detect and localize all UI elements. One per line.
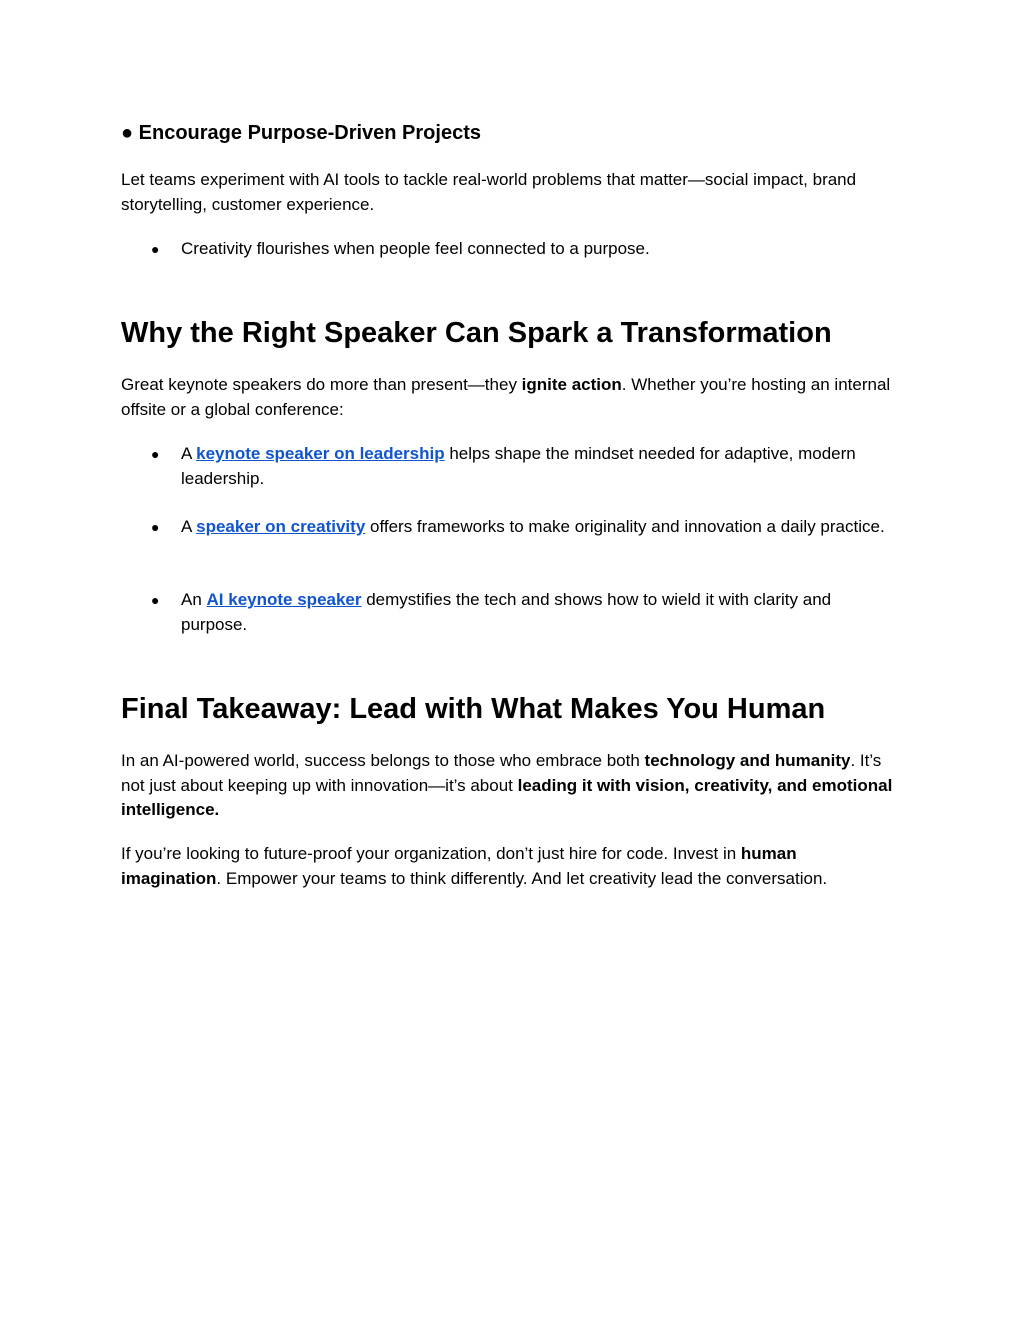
- bullet-dot: ●: [151, 519, 160, 535]
- bullet-prefix: A: [181, 444, 197, 463]
- bullet-suffix: offers frameworks to make originality and innovation a daily practice.: [365, 517, 885, 536]
- bullet-dot: ●: [151, 241, 160, 257]
- purpose-projects-paragraph: Let teams experiment with AI tools to tackle real-world problems that matter—social impact, brand storytelling, customer experience.: [121, 170, 857, 214]
- purpose-bullet-text: Creativity flourishes when people feel connected to a purpose.: [181, 239, 650, 258]
- technology-humanity-bold: technology and humanity: [644, 751, 851, 770]
- leading-vision-bold: leading it with vision, creativity, and emotional intelligence.: [121, 775, 893, 819]
- speaker-intro-paragraph: [121, 373, 901, 422]
- ai-keynote-speaker-link[interactable]: AI keynote speaker: [206, 590, 362, 609]
- speaker-intro-text-2: . Whether you’re hosting an internal offsite or a global conference:: [121, 375, 891, 419]
- subheading-text: Encourage Purpose-Driven Projects: [138, 122, 481, 144]
- speaker-intro-text-1: Great keynote speakers do more than present—they: [121, 375, 522, 394]
- speaker-section-heading: Why the Right Speaker Can Spark a Transformation: [121, 317, 832, 349]
- speaker-bullet-text: [181, 442, 901, 491]
- subheading-bullet: ●: [121, 122, 134, 144]
- bullet-prefix: An: [181, 590, 207, 609]
- creativity-speaker-link[interactable]: speaker on creativity: [196, 517, 366, 536]
- bullet-suffix: helps shape the mindset needed for adaptive, modern leadership.: [181, 444, 856, 488]
- purpose-projects-subheading: [121, 120, 481, 146]
- takeaway-text-1: In an AI-powered world, success belongs to those who embrace both: [121, 751, 645, 770]
- final-takeaway-paragraph-1: [121, 749, 901, 823]
- bullet-dot: ●: [151, 592, 160, 608]
- takeaway-text-3: If you’re looking to future-proof your organization, don’t just hire for code. Invest in: [121, 844, 741, 863]
- takeaway-text-2: . It’s not just about keeping up with innovation—it’s about: [121, 751, 882, 795]
- speaker-bullet-text: [181, 588, 901, 637]
- bullet-prefix: A: [181, 517, 197, 536]
- human-imagination-bold: human imagination: [121, 844, 797, 888]
- final-takeaway-paragraph-2: [121, 842, 901, 891]
- takeaway-text-4: . Empower your teams to think differently. And let creativity lead the conversation.: [216, 868, 828, 888]
- final-takeaway-heading: Final Takeaway: Lead with What Makes You Human: [121, 693, 826, 725]
- bullet-suffix: demystifies the tech and shows how to wield it with clarity and purpose.: [181, 590, 832, 634]
- speaker-bullet-text: [181, 515, 901, 540]
- bullet-dot: ●: [151, 446, 160, 462]
- ignite-action-bold: ignite action: [521, 375, 622, 394]
- leadership-speaker-link[interactable]: keynote speaker on leadership: [196, 444, 445, 463]
